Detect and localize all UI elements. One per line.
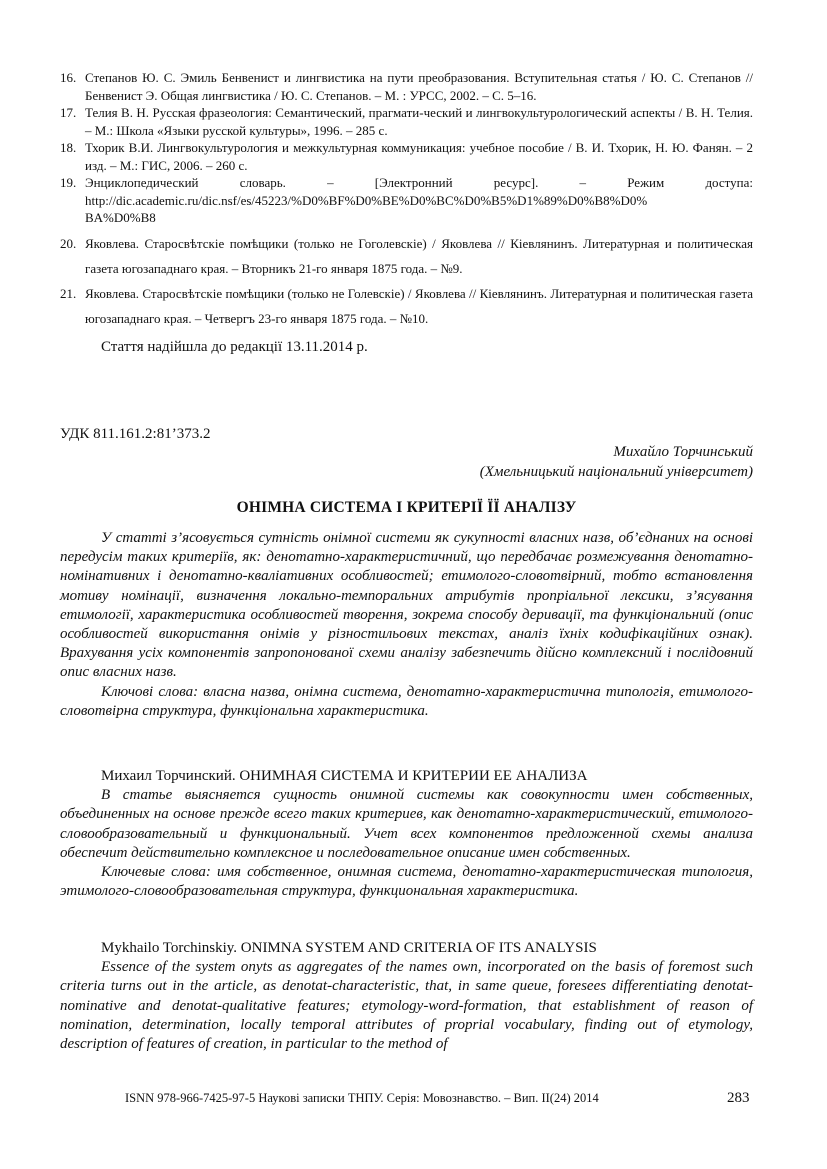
reference-item-21 [60, 281, 753, 331]
reference-item-17 [60, 104, 753, 139]
abstract-russian [60, 767, 753, 901]
abstract-english [60, 939, 753, 1054]
reference-text: Телия В. Н. Русская фразеология: Семантический, прагмати-ческий и лингвокультурологический аспекты / В. Н. Телия. – М.: Школа «Языки русской культуры», 1996. – 285 с. [85, 105, 753, 138]
abstract-text: Essence of the system onyts as aggregates of the names own, incorporated on the basis of foremost such criteria turns out in the article, as denotat-characteristic, that, in same queue, foresees differentiating denotat-nominative and denotat-qualitative features; etymology-word-formation, that establishment of reason of nomination, determination, locally temporal attributes of proprial vocabulary, finding out of etymology, description of features of creation, in particular to the method of [60, 959, 753, 1053]
reference-number: 21. [60, 285, 77, 301]
abstract-ukrainian [60, 529, 753, 721]
page-footer: ISNN 978-966-7425-97-5 Наукові записки ТНПУ. Серія: Мовознавство. – Вип. ІІ(24) 2014 [125, 1091, 599, 1105]
reference-item-18 [60, 139, 753, 174]
keywords: Ключевые слова: имя собственное, онимная система, денотатно-характеристическая типология, этимолого-словообразовательная структура, функциональная характеристика. [60, 864, 753, 900]
reference-item-20 [60, 231, 753, 281]
author-affiliation: (Хмельницький національний університет) [479, 464, 753, 480]
page-number: 283 [727, 1090, 750, 1106]
abstract-heading: Михаил Торчинский. ОНИМНАЯ СИСТЕМА И КРИТЕРИИ ЕЕ АНАЛИЗА [101, 768, 588, 784]
reference-url[interactable]: http://dic.academic.ru/dic.nsf/es/45223/%D0%BF%D0%BE%D0%BC%D0%B5%D1%89%D0%B8%D0% [85, 192, 648, 208]
reference-text: Тхорик В.И. Лингвокультурология и межкультурная коммуникация: учебное пособие / В. И. Тхорик, Н. Ю. Фанян. – 2 изд. – М.: ГИС, 2006. – 260 с. [85, 140, 753, 173]
reference-number: 17. [60, 105, 77, 120]
reference-text: Яковлева. Старосвѣтскіе помѣщики (только не Голевскіе) / Яковлева // Кіевлянинъ. Литературная и политическая газета югозападнаго края. – Четвергъ 23-го января 1875 года. – №10. [85, 285, 753, 326]
reference-number: 20. [60, 235, 77, 251]
abstract-heading: Mykhailo Torchinskiy. ONIMNA SYSTEM AND CRITERIA OF ITS ANALYSIS [101, 940, 597, 956]
reference-text: Степанов Ю. С. Эмиль Бенвенист и лингвистика на пути преобразования. Вступительная статья / Ю. С. Степанов // Бенвенист Э. Общая лингвистика / Ю. С. Степанов. – М. : УРСС, 2002. – С. 5–16. [85, 70, 753, 103]
reference-list [60, 69, 753, 331]
author-block [480, 442, 753, 482]
abstract-text: В статье выясняется сущность онимной системы как совокупности имен собственных, объединенных на основе прежде всего таких критериев, как денотатно-характеристический, етимолого-словообразовательный и функциональный. Учет всех компонентов предложенной схемы анализа обеспечит действительно комплексное и последовательное описание имен собственных. [60, 787, 753, 861]
received-date-note: Стаття надійшла до редакції 13.11.2014 р. [101, 339, 368, 355]
reference-text: Яковлева. Старосвѣтскіе помѣщики (только не Гоголевскіе) / Яковлева // Кіевлянинъ. Литературная и политическая газета югозападнаго края. – Вторникъ 21-го января 1875 года. – №9. [85, 235, 753, 276]
udk-code: УДК 811.161.2:81’373.2 [60, 426, 211, 442]
reference-url-end[interactable]: BA%D0%B8 [85, 210, 156, 225]
author-name: Михайло Торчинський [613, 444, 753, 460]
reference-item-16 [60, 69, 753, 104]
abstract-text: У статті з’ясовується сутність онімної системи як сукупності власних назв, об’єднаних на основі передусім таких критеріїв, як: денотатно-характеристичний, що передбачає розмежування денотатно-номінативних і денотатно-кваліативних особливостей; етимолого-словотвірний, тобто встановлення мотиву номінації, визначення локально-темпоральних атрибутів пропріальної лексики, з’ясування етимології, характеристика особливостей творення, зокрема способу деривації, та функціональний (опис особливостей використання онімів у різностильових текстах, аналіз їхніх кодифікаційних ознак). Врахування усіх компонентів запропонованої схеми аналізу забезпечить дійсно комплексний і послідовний опис власних назв. [60, 530, 753, 681]
reference-number: 16. [60, 70, 77, 85]
reference-number: 18. [60, 140, 77, 155]
keywords: Ключові слова: власна назва, онімна система, денотатно-характеристична типологія, етимолого-словотвірна структура, функціональна характеристика. [60, 683, 753, 719]
reference-text: Энциклопедический словарь. – [Электронний ресурс]. – Режим доступа: [85, 175, 753, 190]
reference-number: 19. [60, 175, 77, 190]
article-title: ОНІМНА СИСТЕМА І КРИТЕРІЇ ЇЇ АНАЛІЗУ [236, 499, 577, 516]
reference-item-19 [60, 174, 753, 227]
